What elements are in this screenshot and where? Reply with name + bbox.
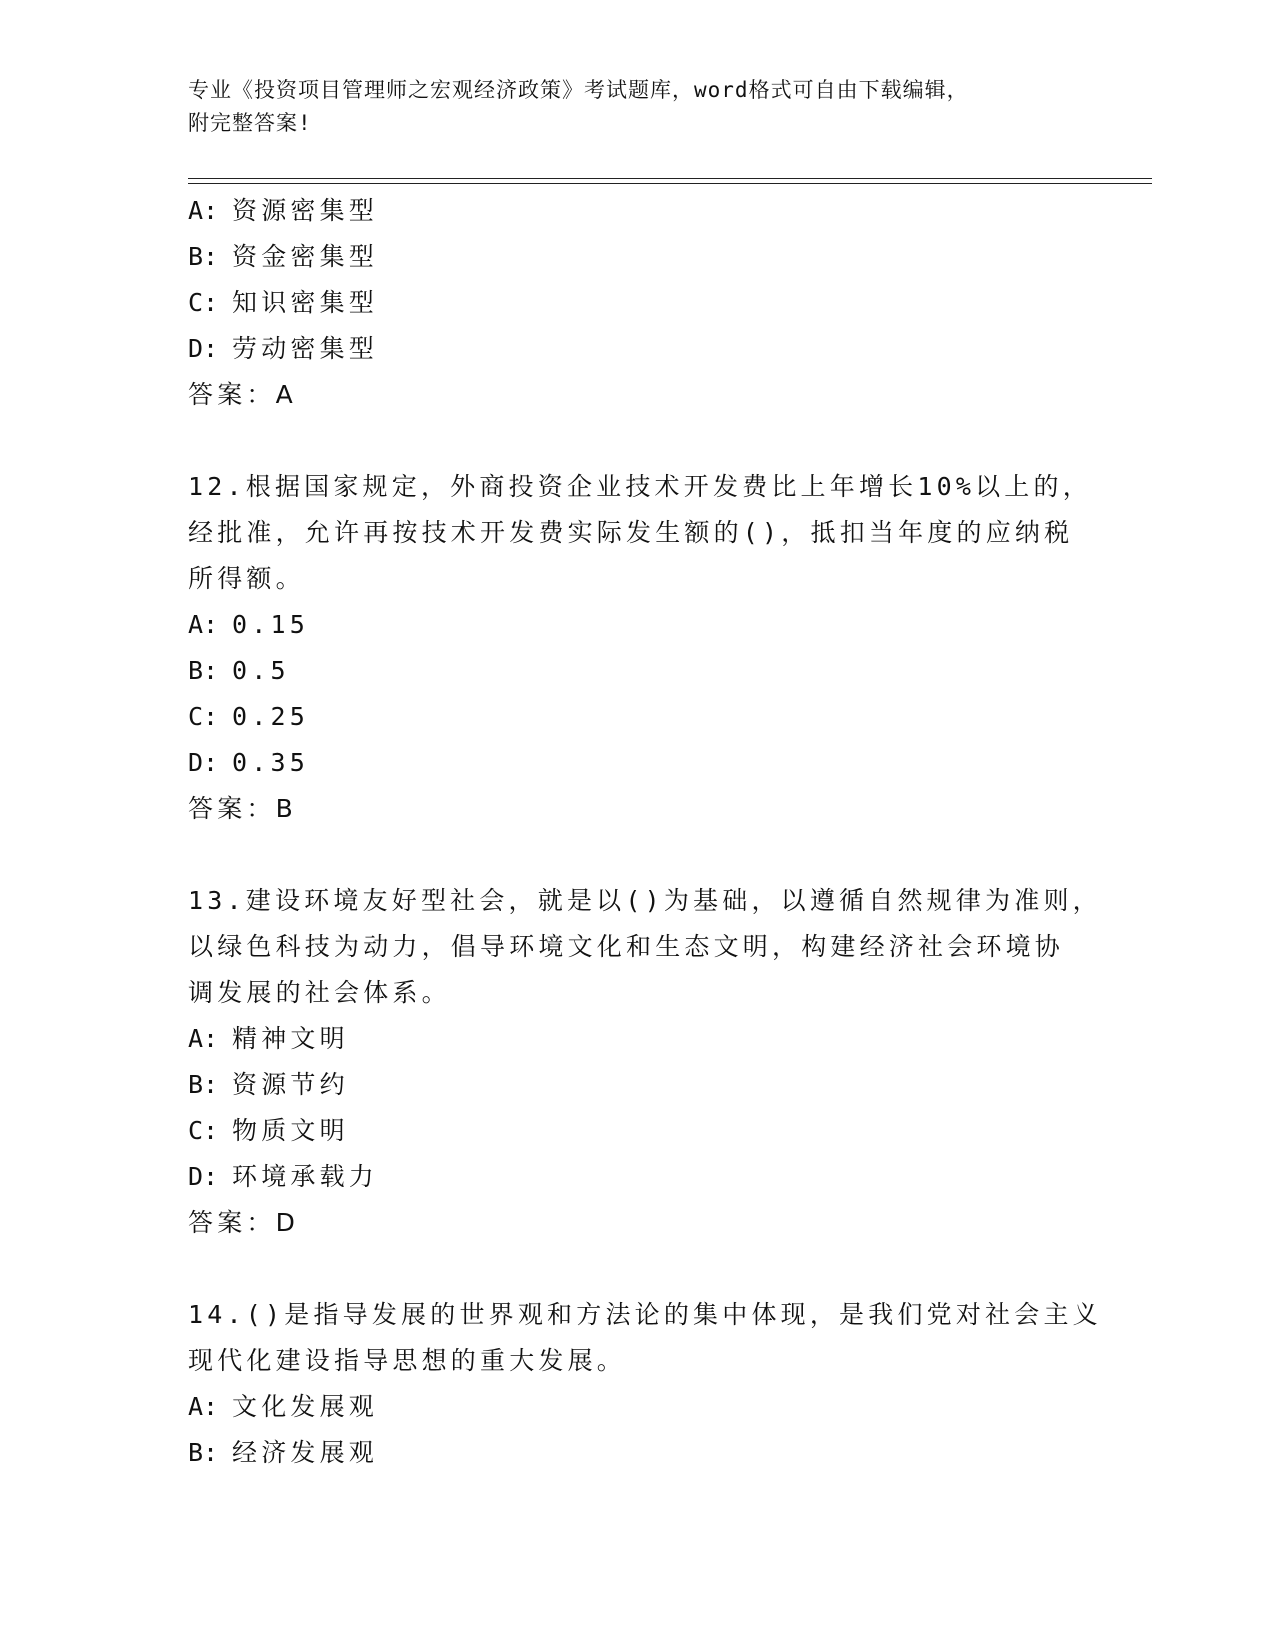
option-a — [188, 1016, 1152, 1062]
option-letter: D: — [188, 1162, 219, 1191]
spacer — [188, 1246, 1152, 1292]
option-b — [188, 1062, 1152, 1108]
option-c — [188, 280, 1152, 326]
question-text-line: 12.根据国家规定，外商投资企业技术开发费比上年增长10%以上的， — [188, 472, 1092, 501]
option-text: 0.25 — [232, 702, 310, 731]
option-text: 劳动密集型 — [232, 334, 379, 363]
option-text: 0.15 — [232, 610, 310, 639]
option-text: 精神文明 — [232, 1024, 349, 1053]
option-letter: A: — [188, 196, 219, 225]
option-letter: B: — [188, 656, 219, 685]
option-letter: B: — [188, 1438, 219, 1467]
option-c — [188, 694, 1152, 740]
option-b — [188, 234, 1152, 280]
question-12 — [188, 464, 1152, 832]
option-a — [188, 188, 1152, 234]
option-letter: C: — [188, 288, 219, 317]
option-text: 物质文明 — [232, 1116, 349, 1145]
question-text-line: 13.建设环境友好型社会，就是以()为基础，以遵循自然规律为准则， — [188, 886, 1102, 915]
question-text-line: 调发展的社会体系。 — [188, 978, 451, 1007]
answer-line: 答案：B — [188, 794, 297, 823]
option-text: 资源密集型 — [232, 196, 379, 225]
spacer — [188, 832, 1152, 878]
question-text-line: 现代化建设指导思想的重大发展。 — [188, 1346, 627, 1375]
answer-line: 答案：A — [188, 380, 297, 409]
option-letter: B: — [188, 242, 219, 271]
option-text: 文化发展观 — [232, 1392, 379, 1421]
header-line: 附完整答案! — [188, 111, 312, 135]
option-letter: A: — [188, 610, 219, 639]
question-text-line: 所得额。 — [188, 564, 305, 593]
option-c — [188, 1108, 1152, 1154]
option-text: 资金密集型 — [232, 242, 379, 271]
document-header — [188, 74, 1088, 140]
option-d — [188, 1154, 1152, 1200]
option-text: 0.35 — [232, 748, 310, 777]
question-list — [188, 188, 1152, 1476]
option-b — [188, 648, 1152, 694]
answer-line: 答案：D — [188, 1208, 300, 1237]
header-line: 专业《投资项目管理师之宏观经济政策》考试题库，word格式可自由下载编辑， — [188, 78, 969, 102]
option-letter: B: — [188, 1070, 219, 1099]
header-divider — [188, 178, 1152, 179]
option-letter: C: — [188, 1116, 219, 1145]
option-letter: D: — [188, 748, 219, 777]
question-14 — [188, 1292, 1152, 1476]
question-text-line: 经批准，允许再按技术开发费实际发生额的()，抵扣当年度的应纳税 — [188, 518, 1074, 547]
option-d — [188, 326, 1152, 372]
question-13 — [188, 878, 1152, 1246]
option-text: 环境承载力 — [232, 1162, 379, 1191]
option-letter: A: — [188, 1392, 219, 1421]
header-divider — [188, 183, 1152, 184]
option-b — [188, 1430, 1152, 1476]
option-letter: D: — [188, 334, 219, 363]
option-text: 0.5 — [232, 656, 290, 685]
option-a — [188, 602, 1152, 648]
question-11 — [188, 188, 1152, 418]
question-text-line: 以绿色科技为动力，倡导环境文化和生态文明，构建经济社会环境协 — [188, 932, 1065, 961]
option-a — [188, 1384, 1152, 1430]
option-letter: C: — [188, 702, 219, 731]
option-text: 资源节约 — [232, 1070, 349, 1099]
option-text: 知识密集型 — [232, 288, 379, 317]
option-d — [188, 740, 1152, 786]
option-text: 经济发展观 — [232, 1438, 379, 1467]
spacer — [188, 418, 1152, 464]
option-letter: A: — [188, 1024, 219, 1053]
question-text-line: 14.()是指导发展的世界观和方法论的集中体现，是我们党对社会主义 — [188, 1300, 1102, 1329]
